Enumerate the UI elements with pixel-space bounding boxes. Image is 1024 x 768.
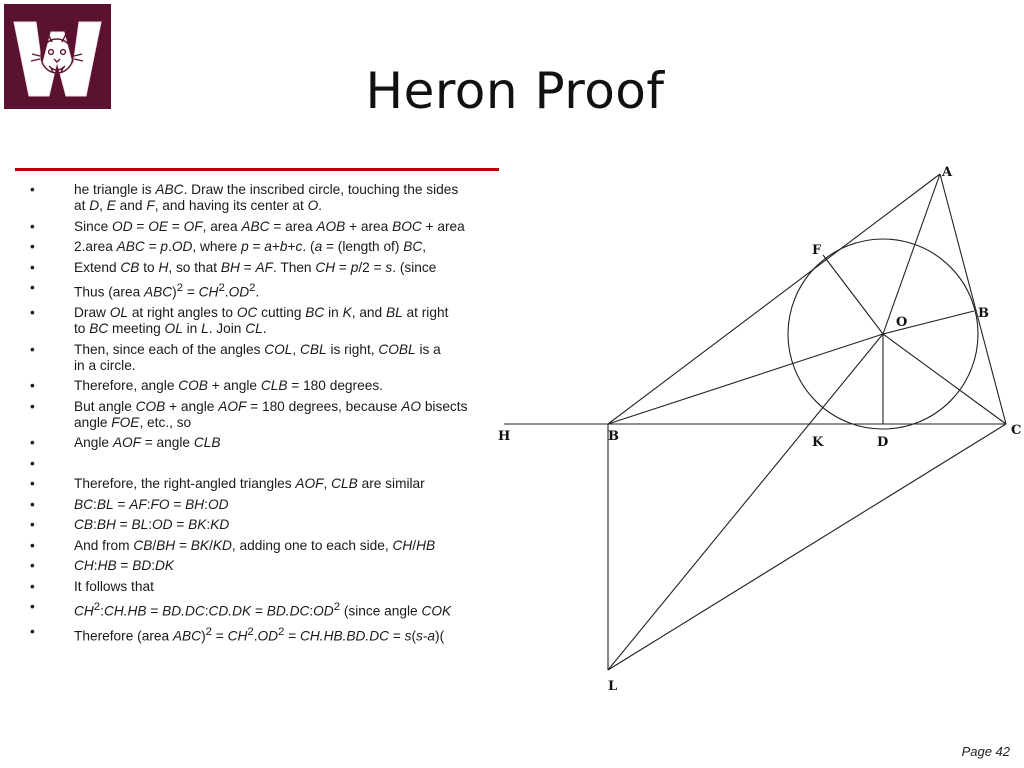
line-ab	[608, 174, 940, 424]
diagram-lines	[504, 174, 1006, 670]
label-k: K	[812, 435, 824, 450]
proof-step: • BC:BL = AF:FO = BH:OD	[30, 497, 500, 513]
wildcat-w-logo-icon	[4, 4, 111, 109]
line-cl	[608, 424, 1006, 670]
proof-step: • Since OD = OE = OF, area ABC = area AOB + area BOC + area	[30, 219, 500, 235]
proof-step: • he triangle is ABC. Draw the inscribed circle, touching the sides at D, E and F, and having its center at O.	[30, 182, 500, 214]
heron-proof-diagram	[496, 160, 1024, 705]
page-number: Page 42	[961, 744, 1010, 759]
label-a: A	[942, 165, 953, 180]
label-h: H	[498, 429, 511, 444]
school-logo	[4, 4, 111, 109]
proof-step: • CB:BH = BL:OD = BK:KD	[30, 517, 500, 533]
line-ob	[608, 334, 883, 424]
proof-step: • Thus (area $ABC)^2 = CH^2.OD^2$.	[30, 280, 500, 301]
line-ol	[608, 334, 883, 670]
line-oa	[883, 174, 940, 334]
label-l: L	[608, 679, 618, 694]
label-b: B	[608, 429, 619, 444]
proof-step	[30, 456, 500, 472]
proof-step: • And from CB/BH = BK/KD, adding one to each side, CH/HB	[30, 538, 500, 554]
proof-step: • But angle COB + angle AOF = 180 degrees, because AO bisects angle FOE, etc., so	[30, 399, 500, 431]
line-oc	[883, 334, 1006, 424]
label-c: C	[1011, 423, 1022, 438]
proof-step: • Extend CB to H, so that BH = AF. Then CH = p/2 = s. (since	[30, 260, 500, 276]
proof-step: • Draw OL at right angles to OC cutting BC in K, and BL at right to BC meeting OL in L. Join CL.	[30, 305, 500, 337]
label-o: O	[896, 315, 908, 330]
proof-step: • $CH^2:CH.HB$ = BD.DC:CD.DK = $BD.DC:OD^2$ (since angle COK	[30, 599, 500, 620]
label-d: D	[877, 435, 889, 450]
diagram-labels	[498, 165, 1021, 694]
line-ac	[940, 174, 1006, 424]
proof-step: • CH:HB = BD:DK	[30, 558, 500, 574]
proof-step: • Angle AOF = angle CLB	[30, 435, 500, 451]
proof-text	[30, 182, 500, 682]
proof-step: • 2.area ABC = p.OD, where p = a+b+c. (a = (length of) BC,	[30, 239, 500, 255]
slide-title: Heron Proof	[365, 62, 665, 120]
proof-step: • Therefore (area $ABC)^2 = CH^2.OD^2 = CH.HB.BD.DC = s(s-a)$(	[30, 624, 500, 645]
line-of	[823, 255, 883, 334]
label-f: F	[812, 243, 822, 258]
proof-step: • It follows that	[30, 579, 500, 595]
title-divider	[15, 168, 499, 171]
label-e: B	[978, 306, 989, 321]
proof-step: • Therefore, angle COB + angle CLB = 180 degrees.	[30, 378, 500, 394]
proof-step: • Then, since each of the angles COL, CBL is right, COBL is a in a circle.	[30, 342, 500, 374]
proof-step: • Therefore, the right-angled triangles AOF, CLB are similar	[30, 476, 500, 492]
proof-steps-list	[30, 182, 500, 645]
